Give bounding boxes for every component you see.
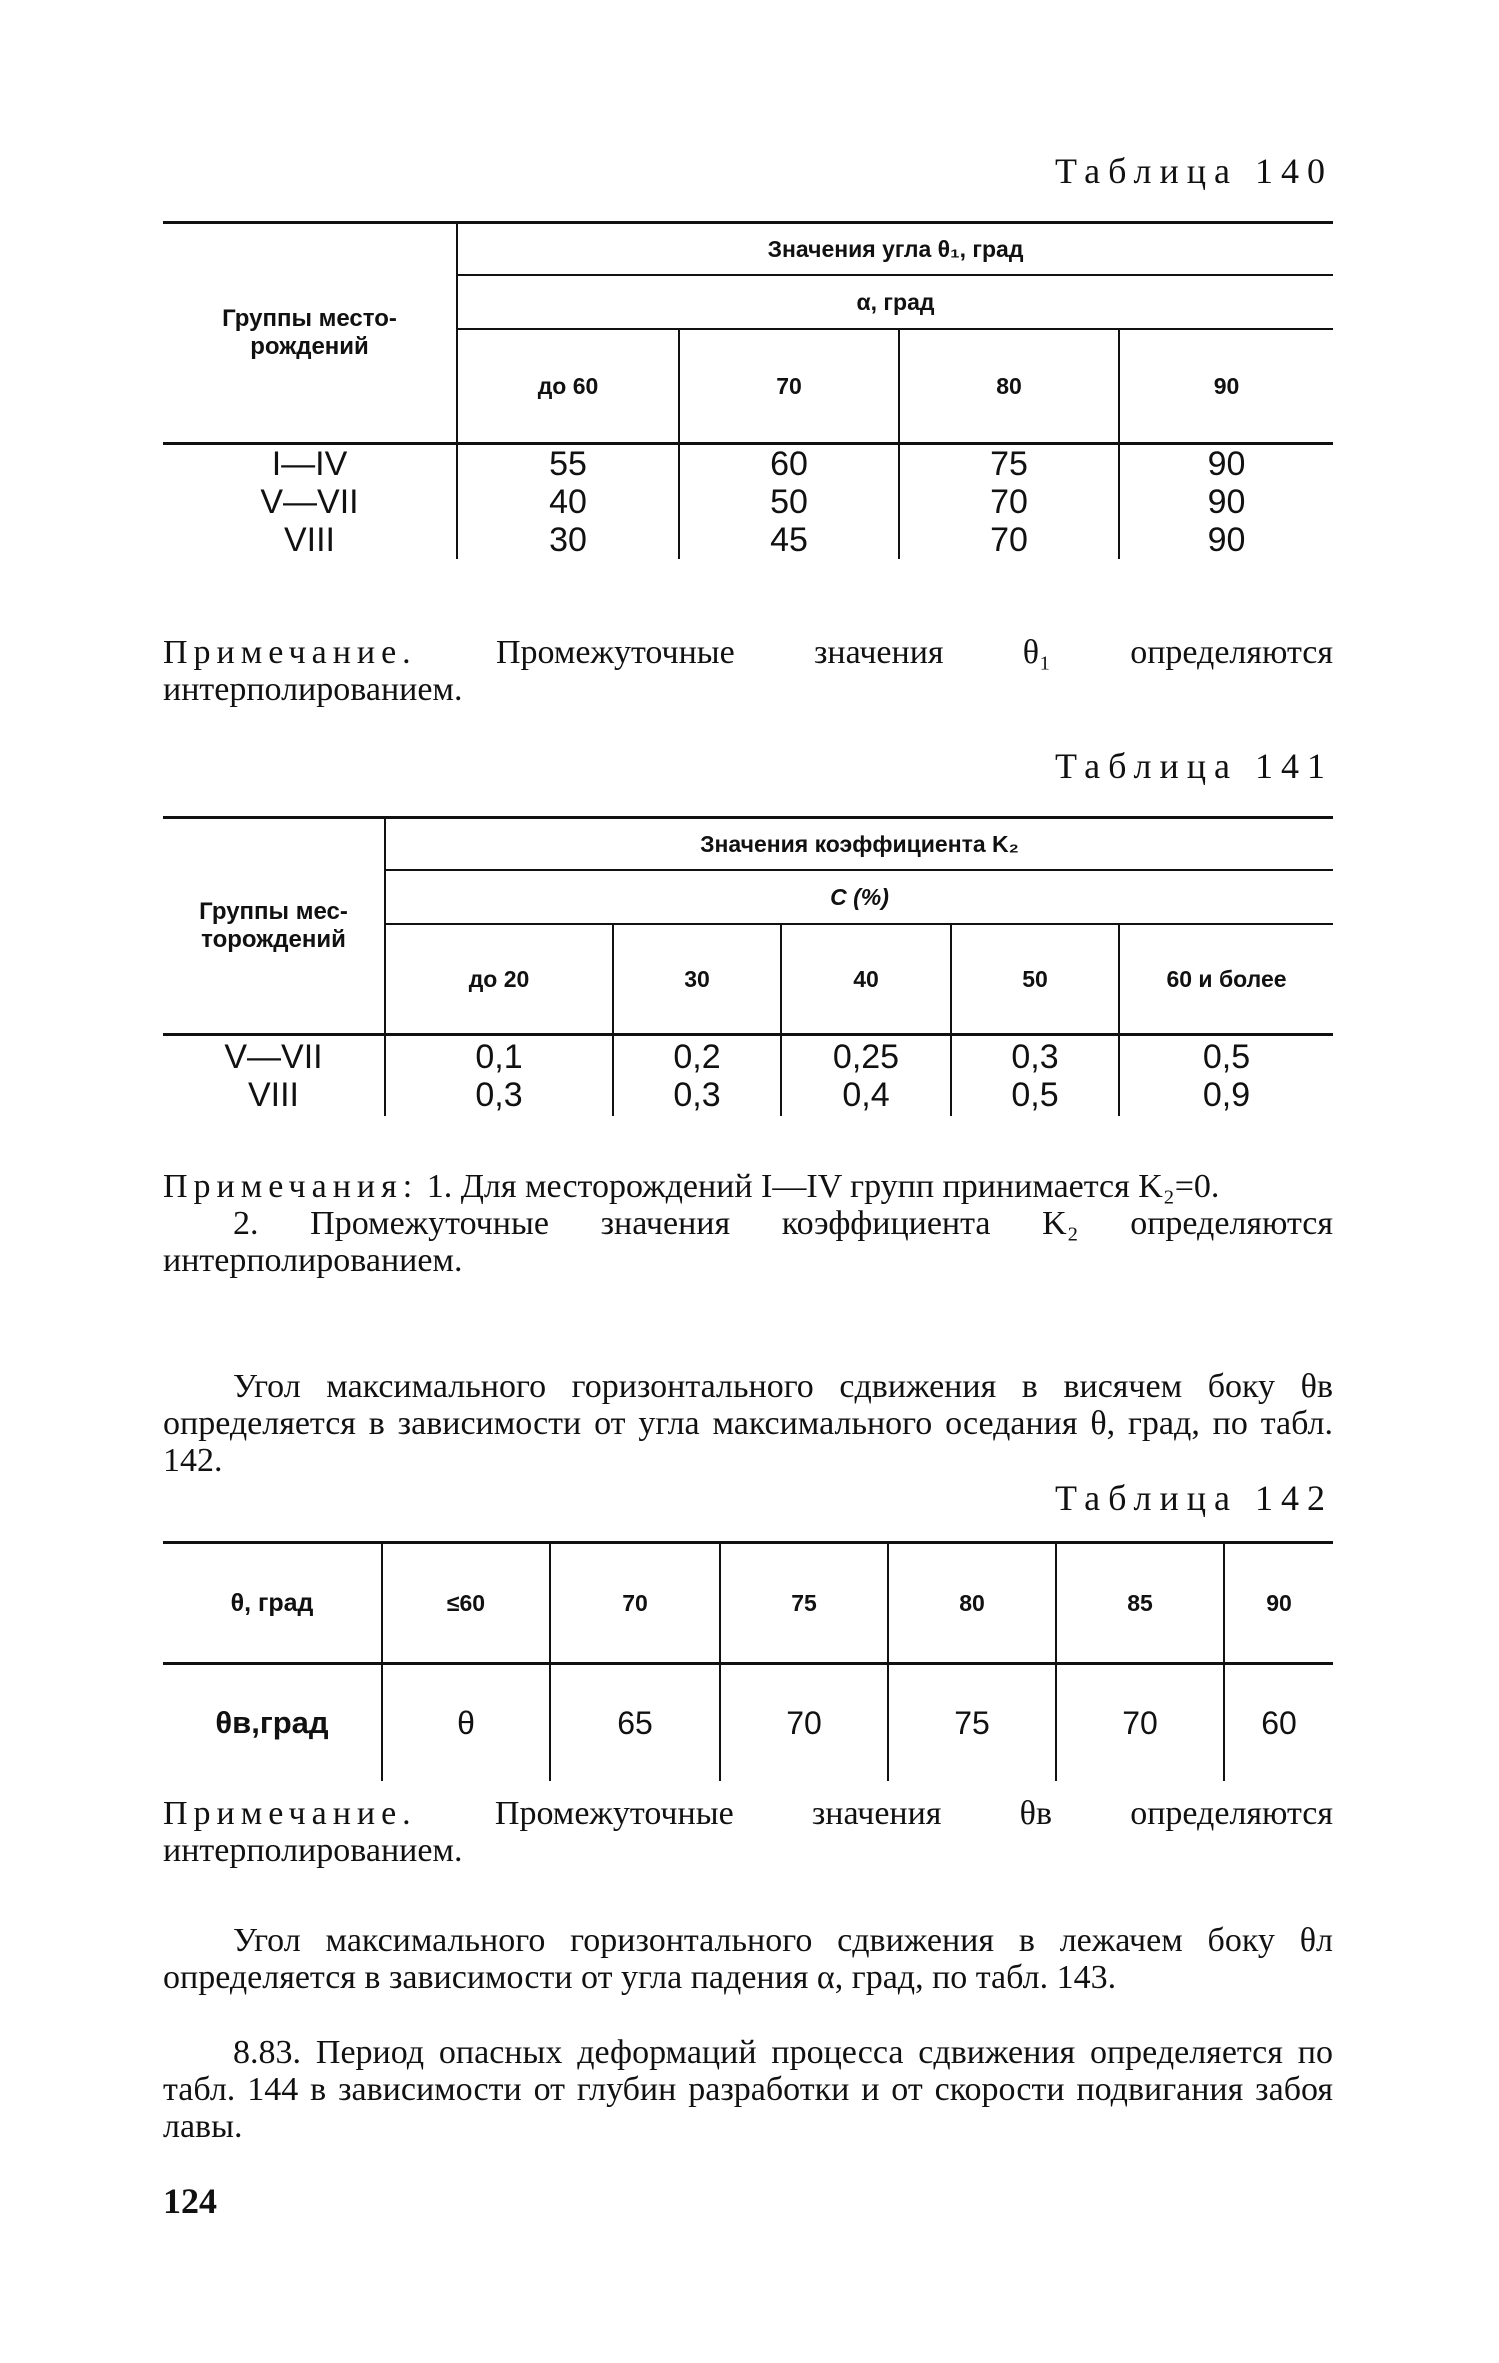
note-text: Промежуточные значения θв определяются интерполированием. <box>163 1795 1333 1869</box>
note-label: Примечание. <box>163 1795 417 1832</box>
table-140-cell: 75 70 70 <box>899 444 1119 560</box>
table-140-col: 90 <box>1119 329 1333 444</box>
table-142-cell: θ <box>382 1664 550 1782</box>
table-141-groups: V—VII VIII <box>224 1038 323 1114</box>
page-number: 124 <box>163 2181 217 2221</box>
table-140-main-header: Значения угла θ₁, град <box>457 223 1333 276</box>
table-142-cell: 65 <box>550 1664 720 1782</box>
table-140-caption: Таблица 140 <box>1055 151 1333 191</box>
table-141-caption: Таблица 141 <box>1055 746 1333 786</box>
note-text: Промежуточные значения θ₁ определяются интерполированием. <box>163 634 1333 708</box>
table-140-col: 80 <box>899 329 1119 444</box>
table-141-col: 30 <box>613 924 781 1035</box>
theta-label: θ, град <box>163 1543 382 1664</box>
note-140 <box>163 634 1333 708</box>
table-140-cell: 90 90 90 <box>1119 444 1333 560</box>
table-142-head-cell: 75 <box>720 1543 888 1664</box>
table-141-col: 50 <box>951 924 1119 1035</box>
theta-v-label: θв,град <box>215 1705 329 1740</box>
table-142-cell: 70 <box>720 1664 888 1782</box>
table-142-cell: 60 <box>1224 1664 1333 1782</box>
note-label: Примечание. <box>163 634 417 671</box>
table-142-head-cell: 80 <box>888 1543 1056 1664</box>
table-140-col: до 60 <box>457 329 679 444</box>
table-141-col: до 20 <box>385 924 613 1035</box>
table-140 <box>163 221 1333 559</box>
paragraph-3: 8.83. Период опасных деформаций процесса сдвижения определяется по табл. 144 в зависимости от глубин разработки и от скорости подвигания забоя лавы. <box>163 2034 1333 2145</box>
table-140-cell: 55 40 30 <box>457 444 679 560</box>
note-item-2: 2. Промежуточные значения коэффициента K₂ определяются интерполированием. <box>163 1205 1333 1279</box>
table-142-head-cell: 90 <box>1224 1543 1333 1664</box>
table-141-main-header: Значения коэффициента K₂ <box>385 818 1333 871</box>
table-141-cell: 0,25 0,4 <box>781 1035 951 1117</box>
paragraph-1: Угол максимального горизонтального сдвижения в висячем боку θв определяется в зависимости от угла максимального оседания θ, град, по табл. 142. <box>163 1368 1333 1479</box>
table-141-col: 60 и более <box>1119 924 1333 1035</box>
table-141-cell: 0,3 0,5 <box>951 1035 1119 1117</box>
table-141 <box>163 816 1333 1116</box>
note-142 <box>163 1795 1333 1869</box>
table-141-sub-header: C (%) <box>385 870 1333 924</box>
table-142 <box>163 1541 1333 1781</box>
table-142-cell: 75 <box>888 1664 1056 1782</box>
table-141-cell: 0,5 0,9 <box>1119 1035 1333 1117</box>
table-140-groups: I—IV V—VII VIII <box>260 445 359 559</box>
table-140-group-header: Группы место-рождений <box>163 223 457 444</box>
table-142-cell: 70 <box>1056 1664 1224 1782</box>
table-140-cell: 60 50 45 <box>679 444 899 560</box>
table-141-cell: 0,1 0,3 <box>385 1035 613 1117</box>
table-142-head-cell: 70 <box>550 1543 720 1664</box>
table-140-col: 70 <box>679 329 899 444</box>
paragraph-2: Угол максимального горизонтального сдвижения в лежачем боку θл определяется в зависимости от угла падения α, град, по табл. 143. <box>163 1922 1333 1996</box>
note-141 <box>163 1168 1333 1279</box>
table-140-sub-header: α, град <box>457 275 1333 329</box>
notes-label: Примечания: <box>163 1168 419 1205</box>
table-142-head-cell: ≤60 <box>382 1543 550 1664</box>
table-142-caption: Таблица 142 <box>1055 1478 1333 1518</box>
table-142-head-cell: 85 <box>1056 1543 1224 1664</box>
table-141-group-header: Группы мес-торождений <box>163 818 385 1035</box>
note-item-1: 1. Для месторождений I—IV групп принимается K₂=0. <box>418 1168 1220 1205</box>
table-141-col: 40 <box>781 924 951 1035</box>
table-141-cell: 0,2 0,3 <box>613 1035 781 1117</box>
